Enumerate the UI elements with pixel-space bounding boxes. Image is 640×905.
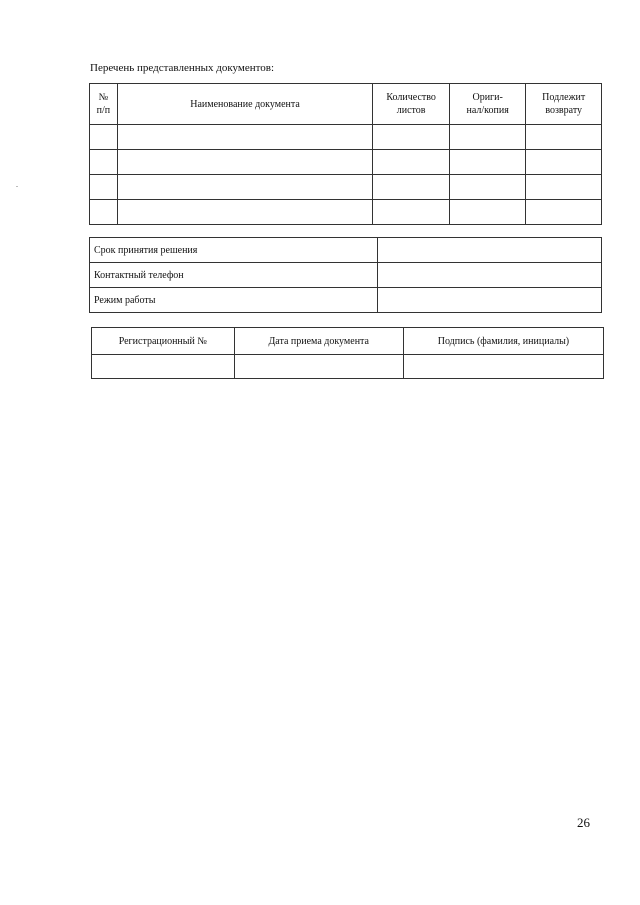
registration-number-cell bbox=[92, 355, 235, 379]
cell-name bbox=[117, 175, 373, 200]
info-row-decision-term bbox=[90, 238, 602, 263]
col-name-header: Наименование документа bbox=[117, 84, 373, 125]
cell-original bbox=[449, 125, 525, 150]
documents-list-heading: Перечень представленных документов: bbox=[90, 62, 275, 74]
registration-table-header bbox=[92, 328, 604, 355]
work-hours-value bbox=[378, 288, 602, 313]
table-row bbox=[90, 200, 602, 225]
table-row bbox=[90, 150, 602, 175]
cell-return bbox=[526, 200, 602, 225]
page-number: 26 bbox=[577, 815, 590, 830]
cell-original bbox=[449, 200, 525, 225]
cell-sheets bbox=[373, 150, 450, 175]
contact-phone-label: Контактный телефон bbox=[90, 263, 378, 288]
cell-return bbox=[526, 125, 602, 150]
work-hours-label: Режим работы bbox=[90, 288, 378, 313]
cell-name bbox=[117, 150, 373, 175]
col-return-header: Подлежит возврату bbox=[526, 84, 602, 125]
cell-sheets bbox=[373, 175, 450, 200]
receipt-date-header: Дата приема документа bbox=[234, 328, 403, 355]
col-number-header: № п/п bbox=[90, 84, 118, 125]
cell-number bbox=[90, 150, 118, 175]
scan-mark bbox=[16, 186, 18, 187]
table-row bbox=[92, 355, 604, 379]
cell-sheets bbox=[373, 125, 450, 150]
cell-original bbox=[449, 150, 525, 175]
cell-number bbox=[90, 175, 118, 200]
info-row-contact-phone bbox=[90, 263, 602, 288]
col-sheets-header: Количество листов bbox=[373, 84, 450, 125]
documents-table-header bbox=[90, 84, 602, 125]
decision-term-label: Срок принятия решения bbox=[90, 238, 378, 263]
col-original-header: Ориги- нал/копия bbox=[449, 84, 525, 125]
decision-term-value bbox=[378, 238, 602, 263]
cell-original bbox=[449, 175, 525, 200]
info-table bbox=[89, 237, 602, 313]
registration-number-header: Регистрационный № bbox=[92, 328, 235, 355]
cell-return bbox=[526, 150, 602, 175]
cell-name bbox=[117, 200, 373, 225]
signature-header: Подпись (фамилия, инициалы) bbox=[403, 328, 603, 355]
table-row bbox=[90, 175, 602, 200]
registration-table bbox=[91, 327, 604, 379]
signature-cell bbox=[403, 355, 603, 379]
cell-name bbox=[117, 125, 373, 150]
info-row-work-hours bbox=[90, 288, 602, 313]
contact-phone-value bbox=[378, 263, 602, 288]
cell-sheets bbox=[373, 200, 450, 225]
cell-return bbox=[526, 175, 602, 200]
receipt-date-cell bbox=[234, 355, 403, 379]
cell-number bbox=[90, 125, 118, 150]
cell-number bbox=[90, 200, 118, 225]
documents-table bbox=[89, 83, 602, 225]
table-row bbox=[90, 125, 602, 150]
